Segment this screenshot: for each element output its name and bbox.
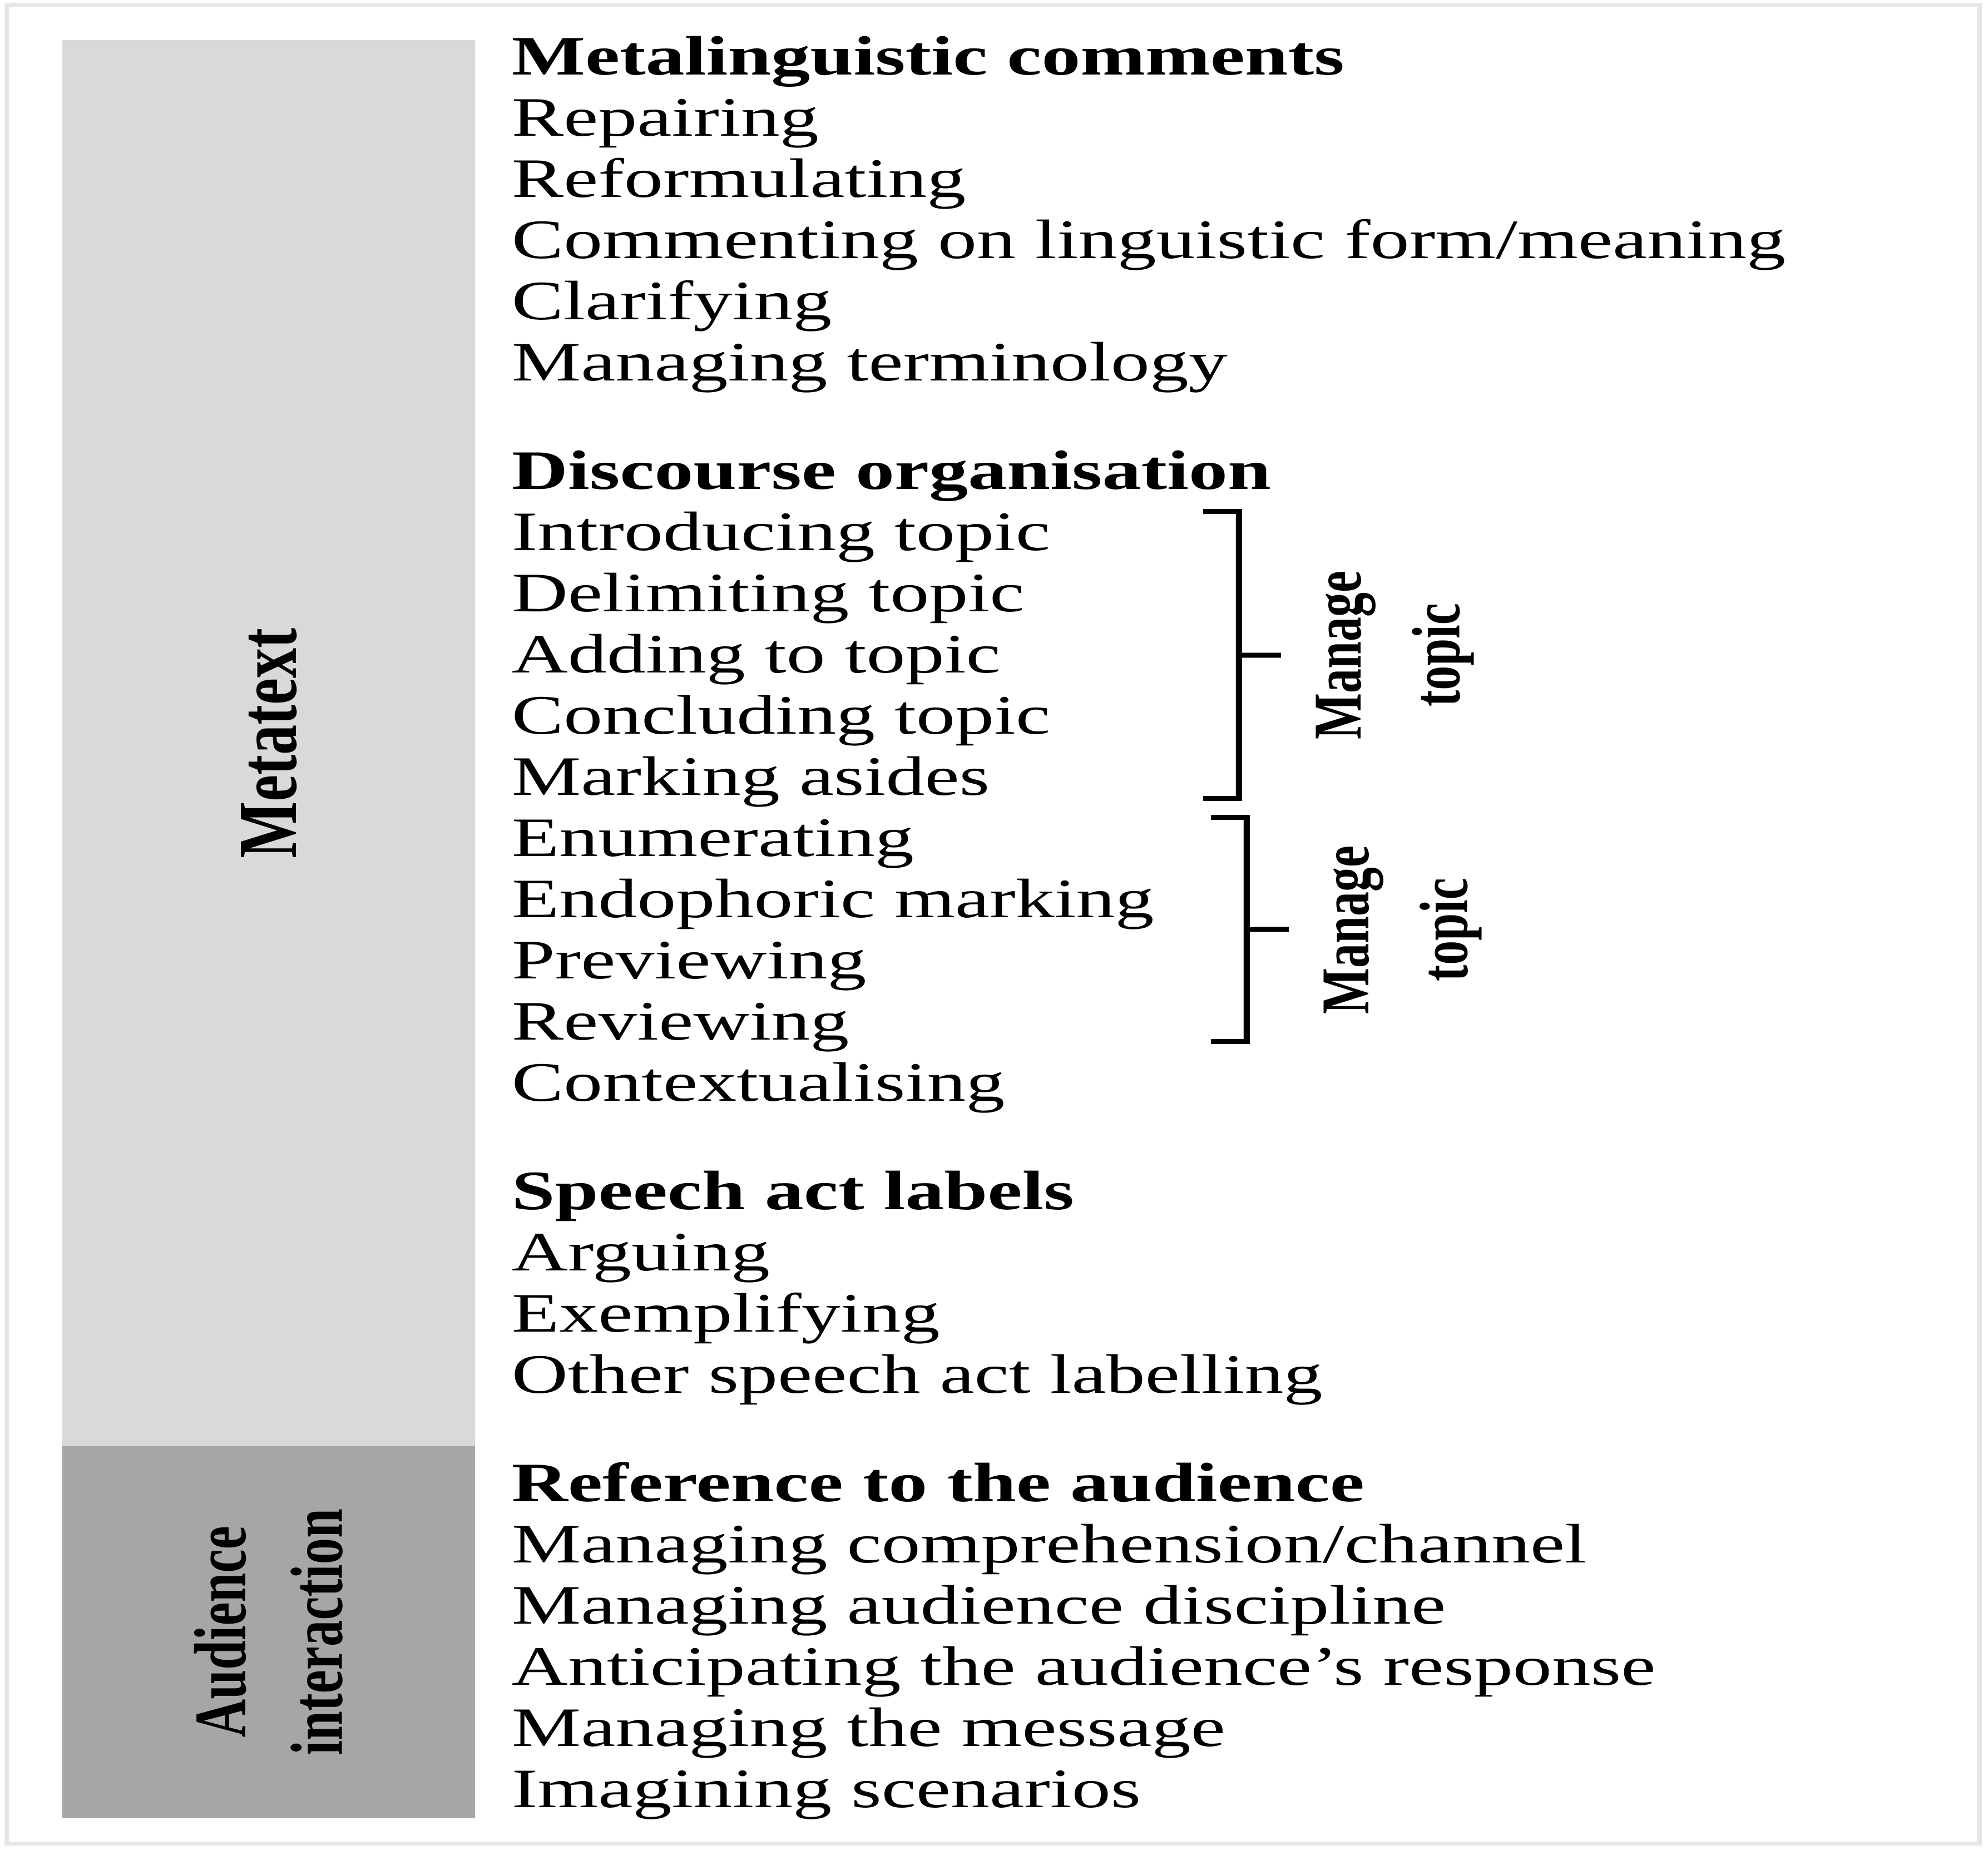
taxonomy-item: Managing audience discipline — [511, 1574, 1446, 1636]
group-heading: Reference to the audience — [511, 1452, 1364, 1513]
metatext-label — [220, 628, 317, 858]
bracket-tick — [1240, 652, 1281, 657]
taxonomy-content — [512, 26, 1786, 1819]
taxonomy-item: Imagining scenarios — [511, 1758, 1141, 1819]
manage-topic-label-2 — [1307, 804, 1484, 1055]
taxonomy-item: Other speech act labelling — [511, 1343, 1323, 1405]
taxonomy-item: Endophoric marking — [511, 868, 1154, 929]
group-heading: Discourse organisation — [511, 439, 1271, 501]
manage-topic-label-word1: Manage — [1300, 570, 1376, 739]
taxonomy-item: Managing terminology — [511, 331, 1228, 393]
metatext-band — [62, 40, 475, 1446]
taxonomy-item: Managing the message — [511, 1696, 1225, 1758]
audience-interaction-band — [62, 1446, 475, 1818]
category-sidebar — [62, 40, 475, 1818]
group-reference-to-audience — [512, 1452, 1786, 1819]
taxonomy-item: Enumerating — [511, 807, 914, 868]
taxonomy-item: Adding to topic — [511, 623, 1001, 685]
metatext-label-text: Metatext — [222, 628, 315, 858]
taxonomy-item: Commenting on linguistic form/meaning — [511, 209, 1786, 270]
taxonomy-item: Introducing topic — [511, 501, 1050, 562]
manage-topic-bracket-2 — [1211, 815, 1250, 1044]
taxonomy-item: Arguing — [511, 1221, 770, 1283]
manage-topic-label-word2: topic — [1399, 603, 1475, 706]
group-heading: Metalinguistic comments — [511, 25, 1344, 87]
manage-topic-bracket-1 — [1203, 509, 1242, 801]
group-speech-act-labels — [512, 1160, 1786, 1405]
group-metalinguistic-comments — [512, 26, 1786, 393]
taxonomy-item: Marking asides — [511, 745, 990, 807]
taxonomy-item: Concluding topic — [511, 684, 1051, 746]
taxonomy-item: Exemplifying — [511, 1282, 940, 1344]
taxonomy-item: Repairing — [511, 86, 819, 148]
manage-topic-label-1 — [1299, 530, 1476, 780]
taxonomy-item: Reviewing — [511, 990, 849, 1052]
manage-topic-label-word2: topic — [1407, 878, 1483, 981]
taxonomy-item: Previewing — [511, 929, 867, 991]
taxonomy-item: Anticipating the audience’s response — [511, 1635, 1656, 1697]
taxonomy-item: Contextualising — [511, 1051, 1005, 1113]
taxonomy-item: Reformulating — [511, 147, 966, 209]
manage-topic-label-word1: Manage — [1308, 845, 1384, 1014]
audience-interaction-label — [177, 1508, 360, 1755]
taxonomy-item: Clarifying — [511, 270, 832, 332]
taxonomy-item: Managing comprehension/channel — [511, 1513, 1586, 1575]
group-discourse-organisation — [512, 440, 1786, 1113]
bracket-tick — [1248, 927, 1289, 932]
audience-label-line1: Audience — [179, 1526, 262, 1738]
audience-label-line2: interaction — [275, 1508, 358, 1755]
taxonomy-item: Delimiting topic — [511, 562, 1025, 624]
group-heading: Speech act labels — [511, 1160, 1074, 1221]
